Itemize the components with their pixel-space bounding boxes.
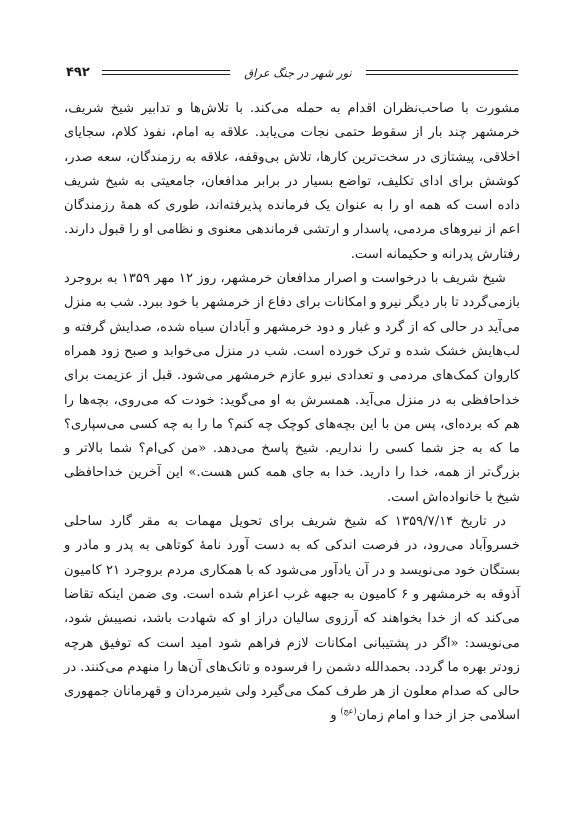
header-rule-left <box>102 70 230 75</box>
paragraph-2: شیخ شریف با درخواست و اصرار مدافعان خرمشهر، روز ۱۲ مهر ۱۳۵۹ به بروجرد بازمی‌گردد تا بار دیگر نیرو و امکانات برای دفاع از خرمشهر با خود ببرد. شب به منزل می‌آید در حالی که از گرد و غبار و دود خرمشهر و آبادان سیاه شده، صدایش گرفته و لب‌هایش خشک شده و ترک خورده است. شب در منزل می‌خوابد و صبح زود همراه کاروان کمک‌های مردمی و تعدادی نیرو عازم خرمشهر می‌شود. قبل از عزیمت برای خداحافظی به در منزل می‌آید. همسرش به او می‌گوید: خودت که می‌روی، بچه‌ها را هم که برده‌ای، پس من با این بچه‌های کوچک چه کنم؟ ما را به چه کسی می‌سپاری؟ ما که به جز شما کسی را نداریم. شیخ پاسخ می‌دهد. «من کی‌ام؟ شما بالاتر و بزرگ‌تر از همه، خدا را دارید. خدا به جای همه کس هست.» این آخرین خداحافظی شیخ با خانواده‌اش است. <box>64 271 520 505</box>
body-text <box>64 97 520 729</box>
header-rule-right <box>366 70 518 75</box>
paragraph-1: مشورت با صاحب‌نظران اقدام به حمله می‌کند. با تلاش‌ها و تدابیر شیخ شریف، خرمشهر چند بار از سقوط حتمی نجات می‌یابد. علاقه به امام، نفوذ کلام، سجایای اخلاقی، پیشتازی در سخت‌ترین کارها، تلاش بی‌وقفه، علاقه به رزمندگان، سعه صدر، کوشش برای ادای تکلیف، تواضع بسیار در برابر مدافعان، جامعیتی به شیخ شریف داده است که همه او را به عنوان یک فرمانده پذیرفته‌اند، طوری که همهٔ رزمندگان اعم از نیروهای مردمی، پاسدار و ارتشی فرماندهی معنوی و نظامی او را قبول دارند. رفتارش پدرانه و حکیمانه است. <box>64 101 520 262</box>
honorific-superscript: (عج) <box>340 707 357 717</box>
paragraph-3 <box>64 510 520 729</box>
paragraph-3-tail: و <box>330 708 341 724</box>
page-number: ۴۹۲ <box>66 65 90 80</box>
running-header <box>66 64 518 84</box>
running-title: نور شهر در جنگ عراق <box>244 66 352 80</box>
paragraph-3-text: در تاریخ ۱۳۵۹/۷/۱۴ که شیخ شریف برای تحویل مهمات به مقر گارد ساحلی خسروآباد می‌رود، در فرصت اندکی که به دست آورد نامهٔ کوتاهی به پدر و مادر و بستگان خود می‌نویسد و در آن یادآور می‌شود که با همکاری مردم بروجرد ۲۱ کامیون آذوقه به خرمشهر و ۶ کامیون به جبهه غرب اعزام شده است. وی ضمن اینکه تقاضا می‌کند که از خدا بخواهند که آرزوی سالیان دراز او که شهادت باشد، نصیبش شود، می‌نویسد: «اگر در پشتیبانی امکانات لازم فراهم شود امید است که توفیق هرچه زودتر بهره ما گردد. بحمدالله دشمن را فرسوده و تانک‌های آن‌ها را منهدم می‌کنند. در حالی که صدام معلون از هر طرف کمک می‌گیرد ولی شیرمردان و قهرمانان جمهوری اسلامی جز از خدا و امام زمان <box>64 514 521 724</box>
